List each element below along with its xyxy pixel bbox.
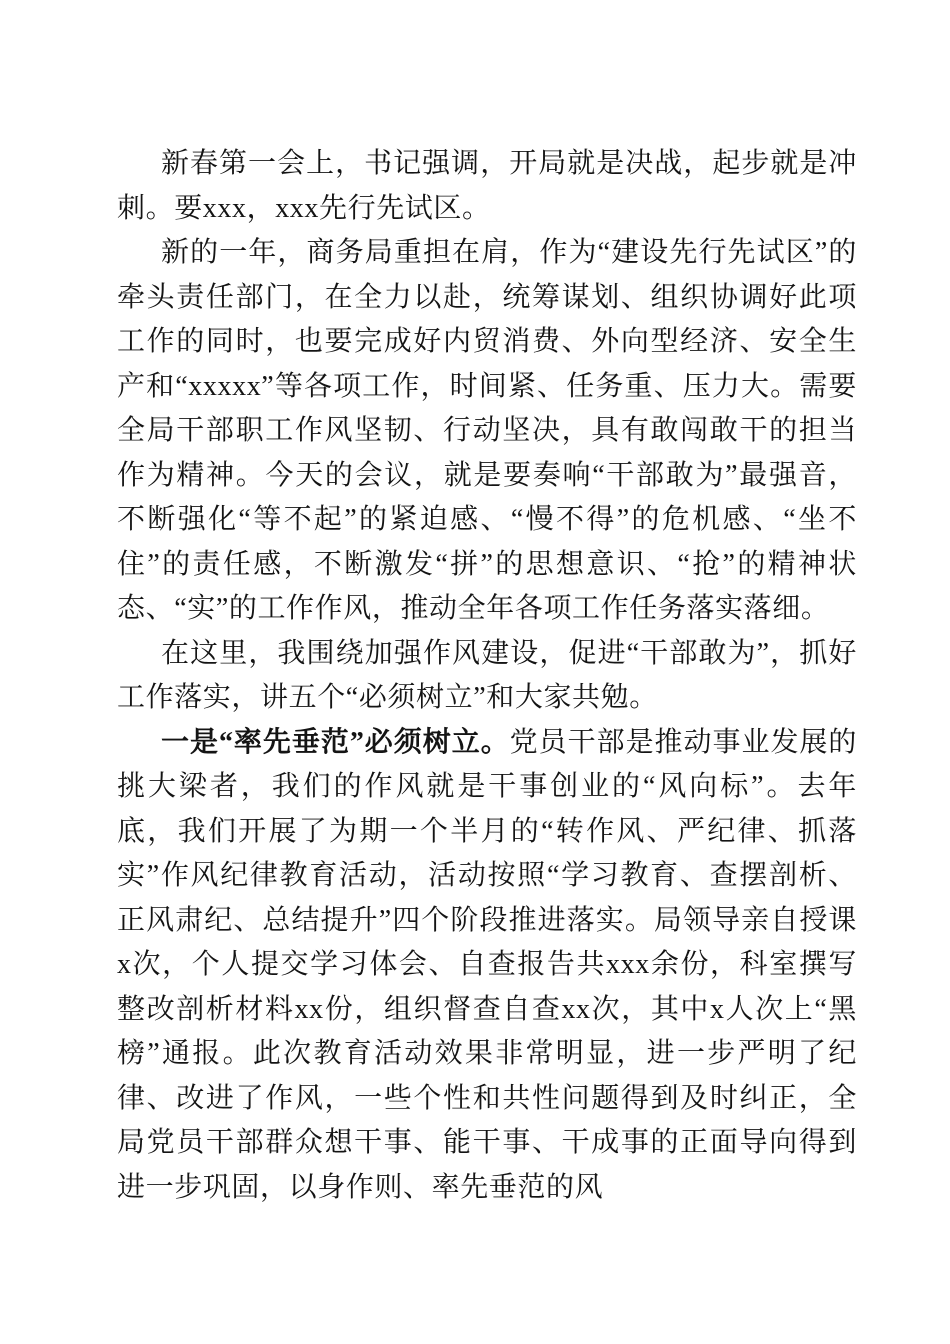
paragraph-point-one-bold-lead: 一是“率先垂范”必须树立。 (161, 726, 510, 758)
paragraph-new-year-tasks: 新的一年，商务局重担在肩，作为“建设先行先试区”的牵头责任部门，在全力以赴，统筹谋划、组织协调好此项工作的同时，也要完成好内贸消费、外向型经济、安全生产和“xxxxx”等各项工作，时间紧、任务重、压力大。需要全局干部职工作风坚韧、行动坚决，具有敢闯敢干的担当作为精神。今天的会议，就是要奏响“干部敢为”最强音，不断强化“等不起”的紧迫感、“慢不得”的危机感、“坐不住”的责任感，不断激发“拼”的思想意识、“抢”的精神状态、“实”的工作作风，推动全年各项工作任务落实落细。 (117, 237, 857, 624)
paragraph-five-points-intro: 在这里，我围绕加强作风建设，促进“干部敢为”，抓好工作落实，讲五个“必须树立”和大家共勉。 (117, 637, 857, 713)
paragraph-point-one (117, 721, 857, 1211)
paragraph-point-one-body: 党员干部是推动事业发展的挑大梁者，我们的作风就是干事创业的“风向标”。去年底，我们开展了为期一个半月的“转作风、严纪律、抓落实”作风纪律教育活动，活动按照“学习教育、查摆剖析、正风肃纪、总结提升”四个阶段推进落实。局领导亲自授课x次，个人提交学习体会、自查报告共xxx余份，科室撰写整改剖析材料xx份，组织督查自查xx次，其中x人次上“黑榜”通报。此次教育活动效果非常明显，进一步严明了纪律、改进了作风，一些个性和共性问题得到及时纠正，全局党员干部群众想干事、能干事、干成事的正面导向得到进一步巩固，以身作则、率先垂范的风 (117, 726, 857, 1203)
document-body (117, 142, 857, 1210)
paragraph-opening: 新春第一会上，书记强调，开局就是决战，起步就是冲刺。要xxx，xxx先行先试区。 (117, 148, 857, 224)
